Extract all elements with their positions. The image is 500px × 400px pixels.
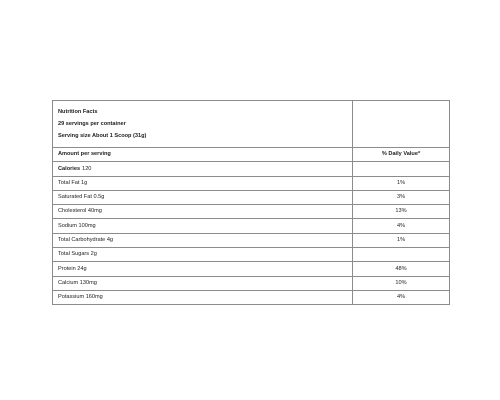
nutrient-name: Sodium 100mg xyxy=(53,219,353,233)
nutrition-facts-table xyxy=(52,100,450,305)
amount-per-serving-header: Amount per serving xyxy=(53,148,353,162)
nutrient-name: Saturated Fat 0.5g xyxy=(53,190,353,204)
calories-dv-cell xyxy=(353,162,450,176)
nutrient-name: Potassium 160mg xyxy=(53,290,353,304)
nutrient-name: Protein 24g xyxy=(53,262,353,276)
nutrient-name: Calcium 130mg xyxy=(53,276,353,290)
calories-cell xyxy=(53,162,353,176)
table-row xyxy=(53,248,450,262)
nutrient-name: Total Carbohydrate 4g xyxy=(53,233,353,247)
daily-value-header: % Daily Value* xyxy=(353,148,450,162)
nutrient-daily-value: 13% xyxy=(353,205,450,219)
nutrient-name: Total Sugars 2g xyxy=(53,248,353,262)
nutrient-name: Cholesterol 40mg xyxy=(53,205,353,219)
nutrient-daily-value xyxy=(353,248,450,262)
table-row xyxy=(53,290,450,304)
nutrition-header-row xyxy=(53,101,450,148)
nutrient-daily-value: 1% xyxy=(353,233,450,247)
calories-value: 120 xyxy=(82,165,92,172)
table-row xyxy=(53,219,450,233)
calories-label: Calories xyxy=(58,165,81,172)
table-row xyxy=(53,205,450,219)
nutrient-name: Total Fat 1g xyxy=(53,176,353,190)
table-row xyxy=(53,262,450,276)
nutrient-daily-value: 4% xyxy=(353,219,450,233)
nutrient-daily-value: 4% xyxy=(353,290,450,304)
nutrition-title: Nutrition Facts xyxy=(58,109,98,115)
nutrient-daily-value: 10% xyxy=(353,276,450,290)
servings-per-container: 29 servings per container xyxy=(58,121,126,127)
column-header-row xyxy=(53,148,450,162)
table-row xyxy=(53,190,450,204)
table-row xyxy=(53,276,450,290)
nutrient-daily-value: 1% xyxy=(353,176,450,190)
table-row xyxy=(53,176,450,190)
table-row xyxy=(53,233,450,247)
serving-size: Serving size About 1 Scoop (31g) xyxy=(58,133,147,139)
nutrient-daily-value: 3% xyxy=(353,190,450,204)
nutrient-daily-value: 48% xyxy=(353,262,450,276)
nutrition-header-empty-cell xyxy=(353,101,450,148)
calories-row xyxy=(53,162,450,176)
nutrition-header-cell xyxy=(53,101,353,148)
